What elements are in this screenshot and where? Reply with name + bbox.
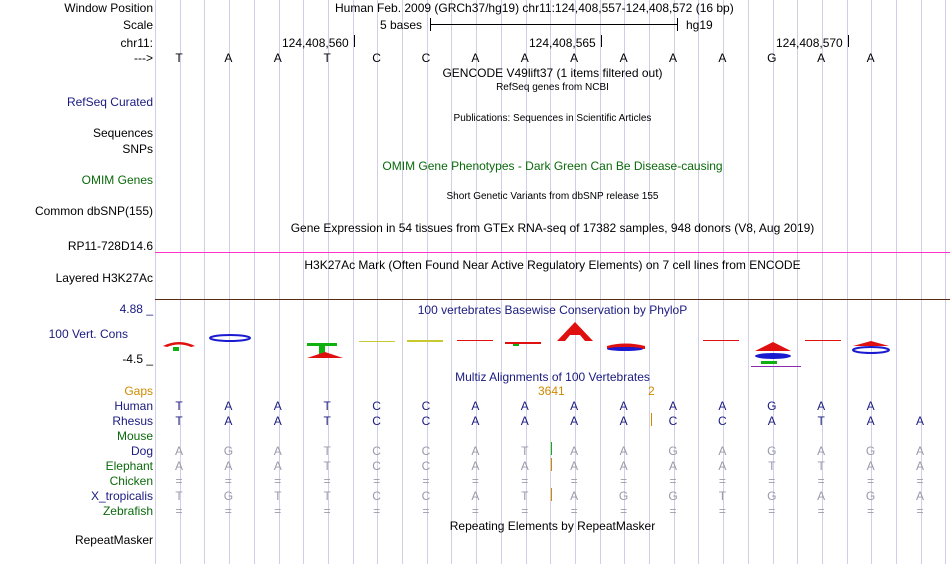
base-letter: C bbox=[668, 414, 678, 428]
insertion-mark bbox=[551, 442, 552, 455]
chicken-alignment-row bbox=[155, 474, 950, 488]
base-letter: A bbox=[866, 399, 875, 413]
gap-count-3641: 3641 bbox=[538, 384, 565, 398]
base-letter: C bbox=[421, 489, 431, 503]
base-letter: T bbox=[323, 489, 331, 503]
base-letter: C bbox=[372, 444, 381, 458]
base-letter: G bbox=[767, 489, 777, 503]
base-letter: = bbox=[224, 504, 232, 518]
phylop-logo-bar bbox=[407, 340, 443, 342]
publications-track-title[interactable]: Publications: Sequences in Scientific Articles bbox=[453, 113, 652, 124]
phylop-logo-bar bbox=[805, 340, 841, 341]
base-letter: = bbox=[274, 474, 282, 488]
base-letter: C bbox=[421, 414, 431, 428]
human-label[interactable]: Human bbox=[114, 399, 153, 413]
base-letter: T bbox=[521, 444, 529, 458]
base-letter: T bbox=[175, 489, 183, 503]
base-letter: A bbox=[570, 459, 579, 473]
base-letter: A bbox=[174, 459, 183, 473]
base-letter: T bbox=[323, 459, 331, 473]
human-alignment-row bbox=[155, 399, 950, 413]
gtex-feature-line[interactable] bbox=[155, 252, 950, 253]
base-letter: T bbox=[718, 489, 727, 503]
base-letter: G bbox=[223, 444, 234, 458]
omim-genes-label[interactable]: OMIM Genes bbox=[81, 173, 153, 187]
gaps-label[interactable]: Gaps bbox=[124, 384, 153, 398]
phylop-conservation-logo bbox=[155, 316, 950, 368]
base-letter: A bbox=[570, 489, 579, 503]
repeatmasker-track-title[interactable]: Repeating Elements by RepeatMasker bbox=[449, 519, 656, 533]
omim-track-title[interactable]: OMIM Gene Phenotypes - Dark Green Can Be Disease-causing bbox=[382, 159, 723, 173]
dog-alignment-row bbox=[155, 444, 950, 458]
base-letter: A bbox=[718, 51, 727, 65]
base-letter: A bbox=[224, 459, 233, 473]
zebrafish-alignment-row bbox=[155, 504, 950, 518]
base-letter: = bbox=[323, 474, 331, 488]
base-letter: A bbox=[817, 51, 826, 65]
phylop-logo-letter-a bbox=[557, 322, 593, 341]
window-position-label: Window Position bbox=[64, 1, 153, 15]
phylop-track-title[interactable]: 100 vertebrates Basewise Conservation by PhyloP bbox=[417, 303, 688, 317]
base-letter: A bbox=[915, 414, 924, 428]
base-letter: A bbox=[619, 51, 628, 65]
phylop-logo-letter-a bbox=[853, 341, 889, 346]
scale-label: Scale bbox=[122, 18, 153, 32]
base-letter: A bbox=[273, 51, 282, 65]
base-letter: A bbox=[570, 51, 579, 65]
coord-124408560: 124,408,560 bbox=[282, 36, 349, 50]
base-letter: A bbox=[174, 444, 183, 458]
scale-bar-right-tick bbox=[677, 18, 678, 31]
base-letter: = bbox=[323, 504, 331, 518]
zebrafish-label[interactable]: Zebrafish bbox=[102, 504, 153, 518]
base-letter: A bbox=[520, 459, 529, 473]
base-letter: = bbox=[768, 504, 776, 518]
base-letter: C bbox=[372, 414, 381, 428]
base-letter: A bbox=[817, 489, 826, 503]
base-letter: A bbox=[520, 414, 529, 428]
base-letter: = bbox=[224, 474, 232, 488]
base-letter: A bbox=[273, 399, 282, 413]
base-letter: = bbox=[867, 474, 875, 488]
phylop-logo-letter-g bbox=[173, 347, 179, 351]
scale-assembly: hg19 bbox=[686, 18, 713, 32]
base-letter: A bbox=[619, 459, 628, 473]
base-letter: T bbox=[817, 459, 825, 473]
base-letter: = bbox=[718, 504, 726, 518]
gencode-track-title[interactable]: GENCODE V49lift37 (1 items filtered out) bbox=[442, 66, 663, 80]
phylop-logo-letter-a bbox=[307, 352, 343, 358]
base-letter: A bbox=[866, 51, 875, 65]
phylop-logo-letter-a bbox=[755, 342, 791, 351]
base-letter: G bbox=[865, 489, 876, 503]
coord-124408565: 124,408,565 bbox=[529, 36, 596, 50]
base-letter: A bbox=[273, 414, 282, 428]
base-letter: A bbox=[668, 51, 677, 65]
base-letter: = bbox=[373, 474, 381, 488]
phylop-label[interactable]: 100 Vert. Cons bbox=[48, 327, 128, 341]
strand-label: ---> bbox=[134, 51, 153, 65]
base-letter: A bbox=[570, 399, 579, 413]
base-letter: = bbox=[718, 474, 726, 488]
base-letter: C bbox=[421, 51, 431, 65]
phylop-logo-bar bbox=[703, 340, 739, 341]
base-letter: = bbox=[274, 504, 282, 518]
base-letter: A bbox=[471, 489, 480, 503]
window-position-value: Human Feb. 2009 (GRCh37/hg19) chr11:124,408,557-124,408,572 (16 bp) bbox=[335, 1, 734, 15]
base-letter: = bbox=[570, 474, 578, 488]
base-letter: A bbox=[767, 414, 776, 428]
base-letter: A bbox=[915, 459, 924, 473]
base-letter: G bbox=[668, 444, 678, 458]
base-letter: = bbox=[521, 474, 529, 488]
base-letter: C bbox=[372, 489, 381, 503]
base-letter: T bbox=[323, 444, 331, 458]
base-letter: = bbox=[620, 474, 628, 488]
base-letter: A bbox=[471, 399, 480, 413]
base-letter: = bbox=[521, 504, 529, 518]
snps-label[interactable]: SNPs bbox=[122, 142, 153, 156]
gap-count-2: 2 bbox=[648, 384, 655, 398]
phylop-logo-letter-a bbox=[163, 342, 195, 347]
base-letter: T bbox=[175, 399, 183, 413]
base-letter: A bbox=[224, 51, 233, 65]
base-letter: = bbox=[669, 504, 677, 518]
base-letter: T bbox=[323, 51, 331, 65]
base-letter: T bbox=[521, 489, 529, 503]
base-letter: G bbox=[865, 444, 876, 458]
phylop-logo-bar bbox=[505, 342, 541, 344]
base-letter: A bbox=[915, 444, 924, 458]
h3k27ac-track-title[interactable]: H3K27Ac Mark (Often Found Near Active Regulatory Elements) on 7 cell lines from ENCODE bbox=[304, 258, 801, 272]
base-letter: A bbox=[668, 459, 677, 473]
base-letter: C bbox=[718, 414, 727, 428]
insertion-mark bbox=[551, 458, 552, 471]
coord-tick bbox=[354, 35, 355, 47]
base-sequence-row bbox=[155, 51, 950, 65]
rhesus-alignment-row bbox=[155, 414, 950, 428]
coord-tick bbox=[848, 35, 849, 47]
base-letter: A bbox=[471, 459, 480, 473]
base-letter: A bbox=[570, 414, 579, 428]
base-letter: C bbox=[372, 51, 381, 65]
repeatmasker-label[interactable]: RepeatMasker bbox=[74, 533, 153, 547]
mouse-label[interactable]: Mouse bbox=[116, 429, 153, 443]
multiz-track-title[interactable]: Multiz Alignments of 100 Vertebrates bbox=[455, 370, 650, 384]
base-letter: T bbox=[323, 399, 331, 413]
xtropicalis-label[interactable]: X_tropicalis bbox=[90, 489, 153, 503]
base-letter: A bbox=[718, 444, 727, 458]
base-letter: = bbox=[471, 504, 479, 518]
phylop-max-label: 4.88 _ bbox=[119, 302, 153, 316]
insertion-mark bbox=[651, 413, 652, 426]
dbsnp-track-title[interactable]: Short Genetic Variants from dbSNP release 155 bbox=[446, 191, 659, 202]
base-letter: A bbox=[570, 444, 579, 458]
base-letter: = bbox=[867, 504, 875, 518]
dog-label[interactable]: Dog bbox=[130, 444, 153, 458]
base-letter: C bbox=[421, 459, 431, 473]
base-letter: A bbox=[471, 51, 480, 65]
insertion-mark bbox=[551, 488, 552, 501]
phylop-logo-letter-g bbox=[761, 361, 777, 364]
base-letter: = bbox=[422, 504, 430, 518]
base-letter: C bbox=[372, 459, 381, 473]
phylop-logo-underline bbox=[751, 366, 801, 367]
base-letter: = bbox=[916, 504, 924, 518]
common-dbsnp-label[interactable]: Common dbSNP(155) bbox=[34, 204, 153, 218]
base-letter: = bbox=[916, 474, 924, 488]
phylop-logo-bar bbox=[359, 341, 395, 342]
base-letter: A bbox=[619, 444, 628, 458]
base-letter: T bbox=[274, 489, 282, 503]
base-letter: G bbox=[767, 51, 777, 65]
phylop-logo-letter-c bbox=[853, 347, 889, 353]
rhesus-label[interactable]: Rhesus bbox=[112, 414, 153, 428]
rp11-gene-label[interactable]: RP11-728D14.6 bbox=[67, 239, 153, 253]
base-letter: A bbox=[866, 414, 875, 428]
phylop-logo-letter-c bbox=[755, 353, 791, 359]
base-letter: G bbox=[223, 489, 234, 503]
scale-bar-left-tick bbox=[430, 18, 431, 31]
refseq-track-title[interactable]: RefSeq genes from NCBI bbox=[496, 82, 609, 93]
h3k27ac-signal-line bbox=[155, 299, 950, 300]
layered-h3k27ac-label[interactable]: Layered H3K27Ac bbox=[55, 271, 153, 285]
base-letter: = bbox=[471, 474, 479, 488]
base-letter: C bbox=[421, 444, 431, 458]
chrom-label: chr11: bbox=[120, 36, 153, 50]
base-letter: A bbox=[224, 399, 233, 413]
base-letter: A bbox=[520, 51, 529, 65]
base-letter: = bbox=[817, 504, 825, 518]
base-letter: = bbox=[175, 504, 183, 518]
base-letter: T bbox=[323, 414, 331, 428]
gtex-track-title[interactable]: Gene Expression in 54 tissues from GTEx RNA-seq of 17382 samples, 948 donors (V8, Aug 2019) bbox=[290, 221, 815, 235]
phylop-logo-bar bbox=[457, 340, 493, 341]
base-letter: G bbox=[767, 399, 777, 413]
base-letter: = bbox=[422, 474, 430, 488]
base-letter: A bbox=[619, 399, 628, 413]
base-letter: A bbox=[273, 444, 282, 458]
base-letter: = bbox=[373, 504, 381, 518]
base-letter: = bbox=[817, 474, 825, 488]
chicken-label[interactable]: Chicken bbox=[109, 474, 153, 488]
phylop-min-label: -4.5 _ bbox=[122, 352, 153, 366]
base-letter: A bbox=[718, 399, 727, 413]
base-letter: T bbox=[817, 414, 825, 428]
base-letter: T bbox=[768, 459, 776, 473]
elephant-alignment-row bbox=[155, 459, 950, 473]
base-letter: C bbox=[421, 399, 431, 413]
elephant-label[interactable]: Elephant bbox=[105, 459, 153, 473]
phylop-logo-bar bbox=[513, 344, 519, 346]
refseq-curated-label[interactable]: RefSeq Curated bbox=[66, 95, 153, 109]
base-letter: T bbox=[175, 51, 183, 65]
phylop-logo-letter-c bbox=[607, 347, 643, 351]
base-letter: = bbox=[175, 474, 183, 488]
base-letter: A bbox=[619, 414, 628, 428]
base-letter: G bbox=[618, 489, 629, 503]
base-letter: G bbox=[767, 444, 777, 458]
base-letter: A bbox=[668, 399, 677, 413]
base-letter: A bbox=[817, 444, 826, 458]
base-letter: A bbox=[224, 414, 233, 428]
base-letter: A bbox=[520, 399, 529, 413]
phylop-logo-letter-c bbox=[210, 335, 250, 341]
sequences-label[interactable]: Sequences bbox=[92, 126, 153, 140]
base-letter: A bbox=[471, 444, 480, 458]
base-letter: A bbox=[718, 459, 727, 473]
base-letter: = bbox=[768, 474, 776, 488]
scale-bases-text: 5 bases bbox=[380, 18, 423, 32]
base-letter: A bbox=[471, 414, 480, 428]
base-letter: = bbox=[669, 474, 677, 488]
xtropicalis-alignment-row bbox=[155, 489, 950, 503]
base-letter: G bbox=[668, 489, 678, 503]
coord-tick bbox=[601, 35, 602, 47]
base-letter: = bbox=[570, 504, 578, 518]
base-letter: A bbox=[817, 399, 826, 413]
scale-bar bbox=[430, 24, 678, 25]
base-letter: A bbox=[915, 489, 924, 503]
base-letter: C bbox=[372, 399, 381, 413]
base-letter: A bbox=[866, 459, 875, 473]
coord-124408570: 124,408,570 bbox=[776, 36, 843, 50]
base-letter: A bbox=[273, 459, 282, 473]
base-letter: T bbox=[175, 414, 183, 428]
base-letter: = bbox=[620, 504, 628, 518]
